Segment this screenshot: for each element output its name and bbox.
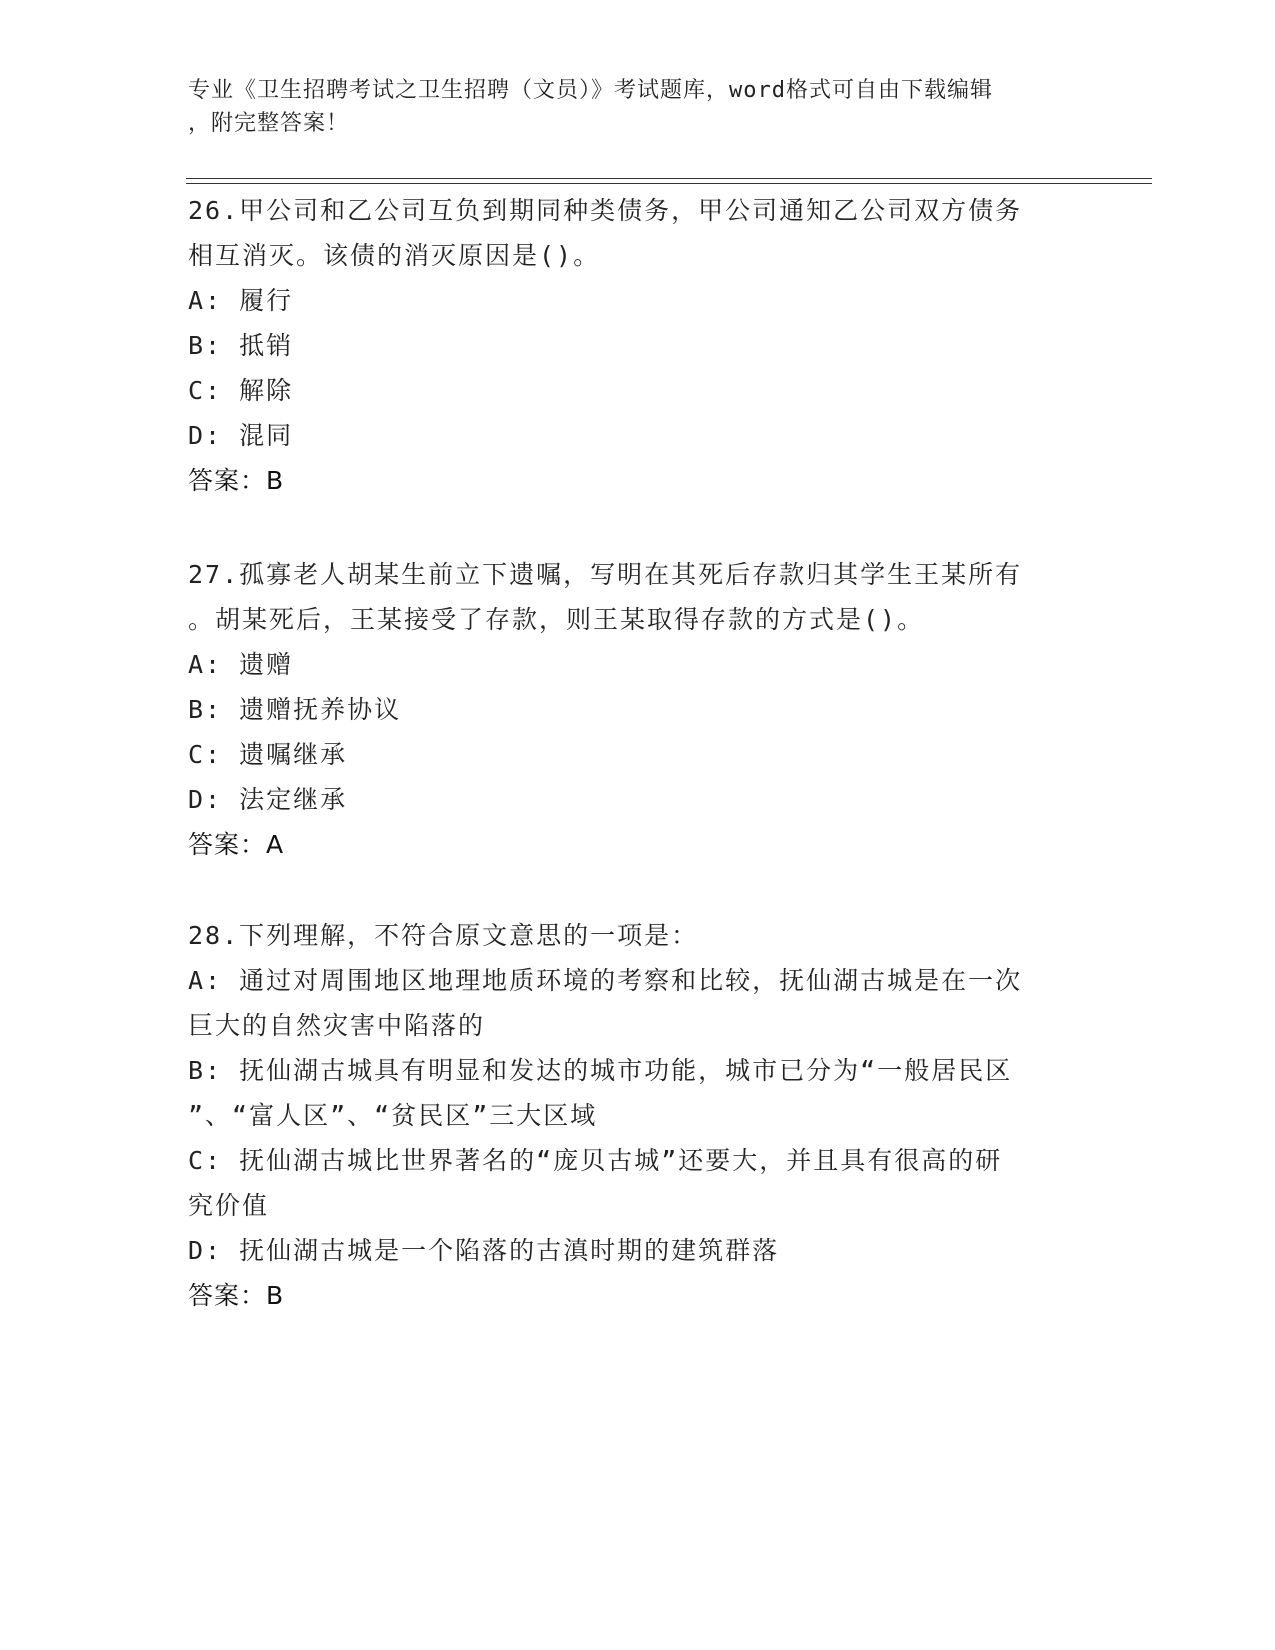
header-line-1: 专业《卫生招聘考试之卫生招聘（文员）》考试题库，word格式可自由下载编辑	[188, 78, 993, 103]
question-stem-line: 28.下列理解，不符合原文意思的一项是：	[188, 921, 699, 950]
header-rule-bottom	[186, 183, 1152, 184]
option-b-continued: ”、“富人区”、“贫民区”三大区域	[188, 1101, 598, 1130]
option-a: A: 履行	[188, 286, 294, 315]
option-c: C: 抚仙湖古城比世界著名的“庞贝古城”还要大，并且具有很高的研	[188, 1146, 1003, 1175]
option-c: C: 解除	[188, 376, 294, 405]
option-a-continued: 巨大的自然灾害中陷落的	[188, 1011, 486, 1040]
option-b: B: 遗赠抚养协议	[188, 695, 402, 724]
answer-line: 答案：B	[188, 466, 285, 495]
question-27	[188, 552, 1078, 867]
question-26	[188, 188, 1078, 503]
option-d: D: 抚仙湖古城是一个陷落的古滇时期的建筑群落	[188, 1236, 780, 1265]
option-b: B: 抵销	[188, 331, 294, 360]
option-c: C: 遗嘱继承	[188, 740, 348, 769]
option-c-continued: 究价值	[188, 1191, 270, 1220]
question-28	[188, 913, 1078, 1318]
option-d: D: 法定继承	[188, 785, 348, 814]
answer-line: 答案：B	[188, 1281, 285, 1310]
question-stem-line: 27.孤寡老人胡某生前立下遗嘱，写明在其死后存款归其学生王某所有	[188, 560, 1023, 589]
option-b: B: 抚仙湖古城具有明显和发达的城市功能，城市已分为“一般居民区	[188, 1056, 1013, 1085]
answer-line: 答案：A	[188, 830, 285, 859]
document-header	[188, 74, 1088, 140]
header-line-2: ，附完整答案！	[188, 111, 350, 136]
header-rule-top	[186, 178, 1152, 179]
option-d: D: 混同	[188, 421, 294, 450]
question-stem-line: 相互消灭。该债的消灭原因是()。	[188, 241, 601, 270]
option-a: A: 通过对周围地区地理地质环境的考察和比较，抚仙湖古城是在一次	[188, 966, 1023, 995]
question-stem-line: 26.甲公司和乙公司互负到期同种类债务，甲公司通知乙公司双方债务	[188, 196, 1023, 225]
question-stem-line: 。胡某死后，王某接受了存款，则王某取得存款的方式是()。	[188, 605, 925, 634]
option-a: A: 遗赠	[188, 650, 294, 679]
